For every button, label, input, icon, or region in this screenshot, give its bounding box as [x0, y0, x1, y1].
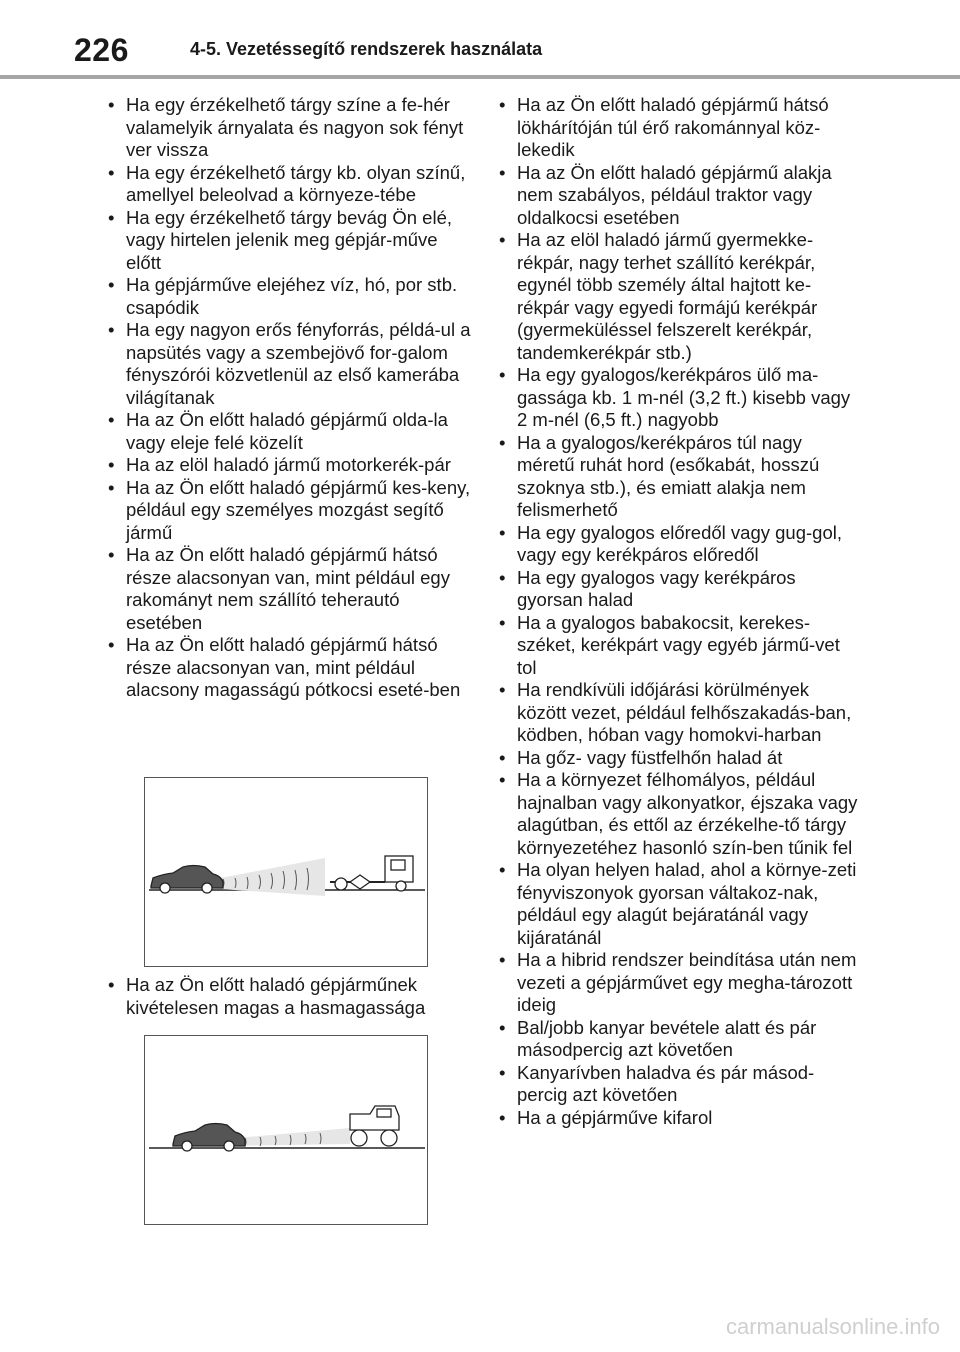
list-item: • Ha a hibrid rendszer beindítása után nem vezeti a gépjárművet egy megha-tározott ideig — [497, 949, 859, 1017]
list-item: • Kanyarívben haladva és pár másod-percig azt követően — [497, 1062, 859, 1107]
illustration-low-truck — [144, 777, 428, 967]
lifted-truck — [350, 1106, 399, 1146]
section-title: 4-5. Vezetéssegítő rendszerek használata — [190, 39, 543, 59]
left-bullet-list — [106, 94, 472, 702]
high-clearance-diagram — [145, 1036, 427, 1224]
ego-car — [151, 866, 223, 894]
list-item: • Ha az Ön előtt haladó gépjármű hátsó lökhárítóján túl érő rakománnyal köz-lekedik — [497, 94, 859, 162]
illustration-high-clearance — [144, 1035, 428, 1225]
list-item: • Ha a gépjárműve kifarol — [497, 1107, 859, 1130]
list-item: • Ha egy gyalogos/kerékpáros ülő ma-gassága kb. 1 m-nél (3,2 ft.) kisebb vagy 2 m-nél (6,5 ft.) nagyobb — [497, 364, 859, 432]
list-item: • Ha gőz- vagy füstfelhőn halad át — [497, 747, 859, 770]
list-item: • Ha az Ön előtt haladó gépjármű kes-keny, például egy személyes mozgást segítő jármű — [106, 477, 472, 545]
mid-bullet-list — [106, 974, 472, 1019]
right-bullet-list — [497, 94, 859, 1129]
list-item: • Ha az Ön előtt haladó gépjármű olda-la vagy eleje felé közelít — [106, 409, 472, 454]
list-item: • Ha olyan helyen halad, ahol a környe-zeti fényviszonyok gyorsan váltakoz-nak, például egy alagút bejáratánál vagy kijáratánál — [497, 859, 859, 949]
header-rule — [0, 75, 960, 79]
list-item: • Ha az elöl haladó jármű gyermekke-rékpár, nagy terhet szállító kerékpár, egynél több személy által hajtott ke-rékpár vagy egyedi formájú kerékpár (gyermeküléssel felszerelt kerékpár, tandemkerékpár stb.) — [497, 229, 859, 364]
list-item: • Ha a környezet félhomályos, például hajnalban vagy alkonyatkor, éjszaka vagy alagútban, és ettől az érzékelhe-tő tárgy környezetéhez hasonló szín-ben tűnik fel — [497, 769, 859, 859]
list-item: • Ha egy gyalogos előredől vagy gug-gol, vagy egy kerékpáros előredől — [497, 522, 859, 567]
list-item: • Bal/jobb kanyar bevétele alatt és pár másodpercig azt követően — [497, 1017, 859, 1062]
mid-list-block — [106, 974, 472, 1019]
list-item: • Ha az elöl haladó jármű motorkerék-pár — [106, 454, 472, 477]
list-item: • Ha a gyalogos/kerékpáros túl nagy méretű ruhát hord (esőkabát, hosszú szoknya stb.), és emiatt alakja nem felismerhető — [497, 432, 859, 522]
truck — [330, 856, 413, 891]
list-item: • Ha egy érzékelhető tárgy kb. olyan színű, amellyel beleolvad a környeze-tébe — [106, 162, 472, 207]
left-column — [106, 94, 472, 702]
page-number: 226 — [74, 32, 129, 68]
list-item: • Ha egy érzékelhető tárgy bevág Ön elé, vagy hirtelen jelenik meg gépjár-műve előtt — [106, 207, 472, 275]
list-item: • Ha az Ön előtt haladó gépjármű hátsó része alacsonyan van, mint például alacsony magasságú pótkocsi eseté-ben — [106, 634, 472, 702]
ego-car — [173, 1124, 245, 1152]
list-item: • Ha egy gyalogos vagy kerékpáros gyorsan halad — [497, 567, 859, 612]
low-truck-diagram — [145, 778, 427, 966]
list-item: • Ha a gyalogos babakocsit, kerekes-széket, kerékpárt vagy egyéb jármű-vet tol — [497, 612, 859, 680]
right-column — [497, 94, 859, 1129]
list-item: • Ha egy nagyon erős fényforrás, példá-ul a napsütés vagy a szembejövő for-galom fényszórói közvetlenül az első kamerába világítanak — [106, 319, 472, 409]
list-item: • Ha egy érzékelhető tárgy színe a fe-hér valamelyik árnyalata és nagyon sok fényt ver vissza — [106, 94, 472, 162]
list-item: • Ha gépjárműve elejéhez víz, hó, por stb. csapódik — [106, 274, 472, 319]
list-item: • Ha rendkívüli időjárási körülmények között vezet, például felhőszakadás-ban, ködben, hóban vagy homokvi-harban — [497, 679, 859, 747]
watermark: carmanualsonline.info — [725, 1314, 940, 1339]
list-item: • Ha az Ön előtt haladó gépjárműnek kivételesen magas a hasmagassága — [106, 974, 472, 1019]
list-item: • Ha az Ön előtt haladó gépjármű alakja nem szabályos, például traktor vagy oldalkocsi esetében — [497, 162, 859, 230]
list-item: • Ha az Ön előtt haladó gépjármű hátsó része alacsonyan van, mint például egy rakományt nem szállító teherautó esetében — [106, 544, 472, 634]
page-header — [0, 0, 960, 80]
